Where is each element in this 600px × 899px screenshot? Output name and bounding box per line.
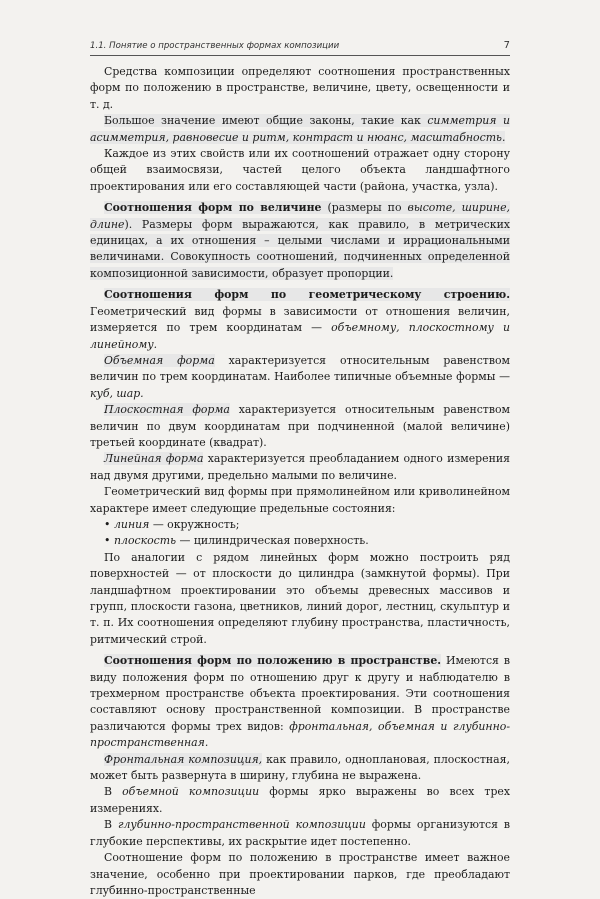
- paragraph: Объемная форма характеризуется относительным равенством величин по трем координатам. Наиболее типичные объемные формы — куб, шар.: [90, 353, 510, 400]
- paragraph: Плоскостная форма характеризуется относительным равенством величин по двум координатам при подчиненной (малой величине) третьей координате (квадрат).: [90, 403, 510, 449]
- paragraph: Геометрический вид формы при прямолинейном или криволинейном характере имеет следующие предельные состояния:: [90, 485, 510, 515]
- paragraph: Соотношения форм по положению в пространстве. Имеются в виду положения форм по отношению друг к другу и наблюдателю в трехмерном пространстве объекта проектирования. Эти соотношения составляют основу пространственной композиции. В пространстве различаются формы трех видов: фронтальная, объемная и глубинно-пространственная.: [90, 654, 510, 750]
- paragraph: В объемной композиции формы ярко выражены во всех трех измерениях.: [90, 785, 510, 815]
- body-text: [90, 64, 510, 899]
- paragraph: Каждое из этих свойств или их соотношений отражает одну сторону общей взаимосвязи, частей целого объекта ландшафтного проектирования или его составляющей части (района, участка, узла).: [90, 147, 510, 193]
- paragraph: Соотношения форм по геометрическому строению. Геометрический вид формы в зависимости от отношения величин, измеряется по трем координатам — объемному, плоскостному и линейному.: [90, 288, 510, 351]
- paragraph: Линейная форма характеризуется преобладанием одного измерения над двумя другими, предельно малыми по величине.: [90, 452, 510, 482]
- paragraph: Соотношения форм по величине (размеры по высоте, ширине, длине). Размеры форм выражаются, как правило, в метрических единицах, а их отношения – целыми числами и иррациональными величинами. Совокупность соотношений, подчиненных определенной композиционной зависимости, образует пропорции.: [90, 201, 510, 280]
- paragraph: В глубинно-пространственной композиции формы организуются в глубокие перспективы, их раскрытие идет постепенно.: [90, 818, 510, 848]
- paragraph: Большое значение имеют общие законы, такие как симметрия и асимметрия, равновесие и ритм, контраст и нюанс, масштабность.: [90, 114, 510, 144]
- running-header: [90, 40, 510, 56]
- bullet-list: [90, 517, 510, 550]
- list-item: • плоскость — цилиндрическая поверхность.: [104, 533, 510, 549]
- page-number: 7: [503, 40, 510, 51]
- paragraph: Фронтальная композиция, как правило, одноплановая, плоскостная, может быть развернута в ширину, глубина не выражена.: [90, 752, 510, 783]
- list-item: • линия — окружность;: [104, 517, 510, 533]
- paragraph: Соотношение форм по положению в пространстве имеет важное значение, особенно при проектировании парков, где преобладают глубинно-пространственные: [90, 851, 510, 897]
- section-title: 1.1. Понятие о пространственных формах композиции: [90, 41, 340, 51]
- paragraph: Средства композиции определяют соотношения пространственных форм по положению в пространстве, величине, цвету, освещенности и т. д.: [90, 65, 510, 111]
- paragraph: По аналогии с рядом линейных форм можно построить ряд поверхностей — от плоскости до цилиндра (замкнутой формы). При ландшафтном проектировании это объемы древесных массивов и групп, плоскости газона, цветников, линий дорог, лестниц, скульптур и т. п. Их соотношения определяют глубину пространства, пластичность, ритмический строй.: [90, 550, 510, 646]
